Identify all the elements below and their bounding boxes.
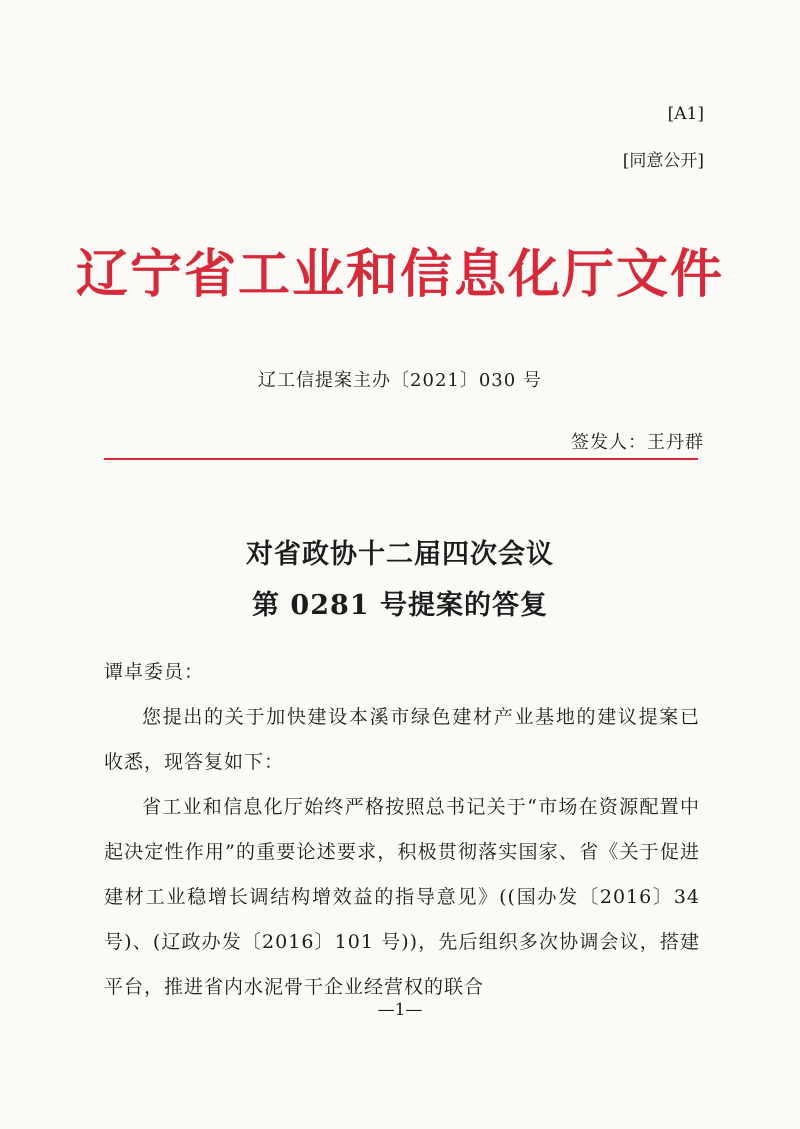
reply-title-line-2: 第 0281 号提案的答复 [252,590,548,621]
salutation: 谭卓委员： [104,661,205,683]
page-number: —1— [377,1000,423,1020]
document-body [104,650,700,1010]
document-header-title: 辽宁省工业和信息化厅文件 [75,244,724,305]
reply-title-line-1: 对省政协十二届四次会议 [246,539,554,570]
document-number: 辽工信提案主办〔2021〕030 号 [258,370,542,391]
category-mark: [A1] [667,104,704,124]
body-paragraph-2: 省工业和信息化厅始终严格按照总书记关于“市场在资源配置中起决定性作用”的重要论述要求，积极贯彻落实国家、省《关于促进建材工业稳增长调结构增效益的指导意见》((国办发〔2016〕34 号)、(辽政办发〔2016〕101 号))，先后组织多次协调会议，搭建平台，推进省内水泥骨干企业经营权的联合 [104,796,700,998]
body-paragraph-1: 您提出的关于加快建设本溪市绿色建材产业基地的建议提案已收悉，现答复如下： [104,706,700,773]
header-divider [104,458,698,460]
disclosure-mark: [同意公开] [622,151,704,171]
signer-line: 签发人：王丹群 [571,432,704,453]
